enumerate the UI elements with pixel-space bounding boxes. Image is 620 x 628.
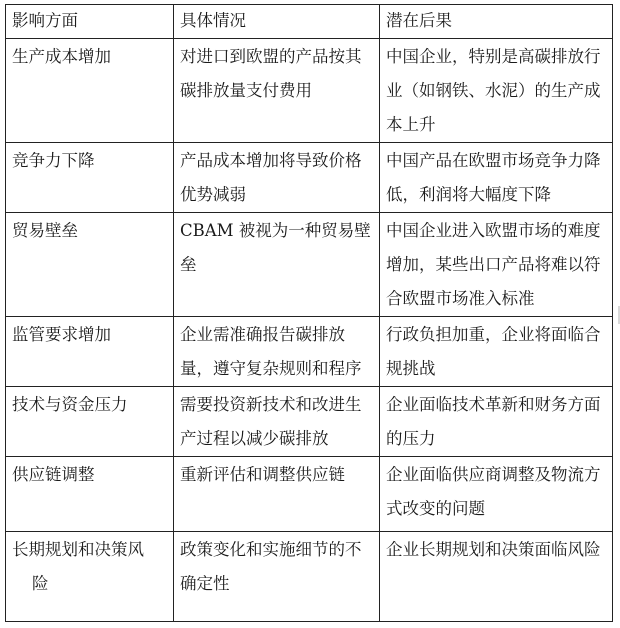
table-row [6,532,613,622]
cell-consequence: 企业面临供应商调整及物流方式改变的问题 [380,457,613,532]
cell-consequence: 企业面临技术革新和财务方面的压力 [380,387,613,457]
table-header-row [6,5,613,39]
header-aspect: 影响方面 [6,5,174,39]
cell-aspect: 竞争力下降 [6,143,174,213]
cell-details: 产品成本增加将导致价格优势减弱 [174,143,380,213]
cell-details: 重新评估和调整供应链 [174,457,380,532]
cell-details: 需要投资新技术和改进生产过程以减少碳排放 [174,387,380,457]
cell-details: CBAM 被视为一种贸易壁垒 [174,213,380,317]
cell-aspect: 生产成本增加 [6,39,174,143]
cell-aspect: 供应链调整 [6,457,174,532]
cell-aspect-line-1: 长期规划和决策风 [12,540,144,559]
cell-aspect: 技术与资金压力 [6,387,174,457]
cell-aspect-text [12,533,167,601]
cell-aspect-line-2: 险 [32,574,49,593]
cell-consequence: 企业长期规划和决策面临风险 [380,532,613,622]
table-row [6,213,613,317]
table-row [6,317,613,387]
cell-aspect: 贸易壁垒 [6,213,174,317]
cell-details: 企业需准确报告碳排放量，遵守复杂规则和程序 [174,317,380,387]
cell-consequence: 中国产品在欧盟市场竞争力降低，利润将大幅度下降 [380,143,613,213]
cell-details: 政策变化和实施细节的不确定性 [174,532,380,622]
cell-aspect: 监管要求增加 [6,317,174,387]
header-consequence: 潜在后果 [380,5,613,39]
cell-consequence: 中国企业进入欧盟市场的难度增加，某些出口产品将难以符合欧盟市场准入标准 [380,213,613,317]
cell-consequence: 行政负担加重，企业将面临合规挑战 [380,317,613,387]
table-row [6,143,613,213]
cell-details: 对进口到欧盟的产品按其碳排放量支付费用 [174,39,380,143]
cell-consequence: 中国企业，特别是高碳排放行业（如钢铁、水泥）的生产成本上升 [380,39,613,143]
table-row [6,387,613,457]
header-details: 具体情况 [174,5,380,39]
table-row [6,457,613,532]
impact-table [5,4,613,622]
table-row [6,39,613,143]
cell-aspect [6,532,174,622]
